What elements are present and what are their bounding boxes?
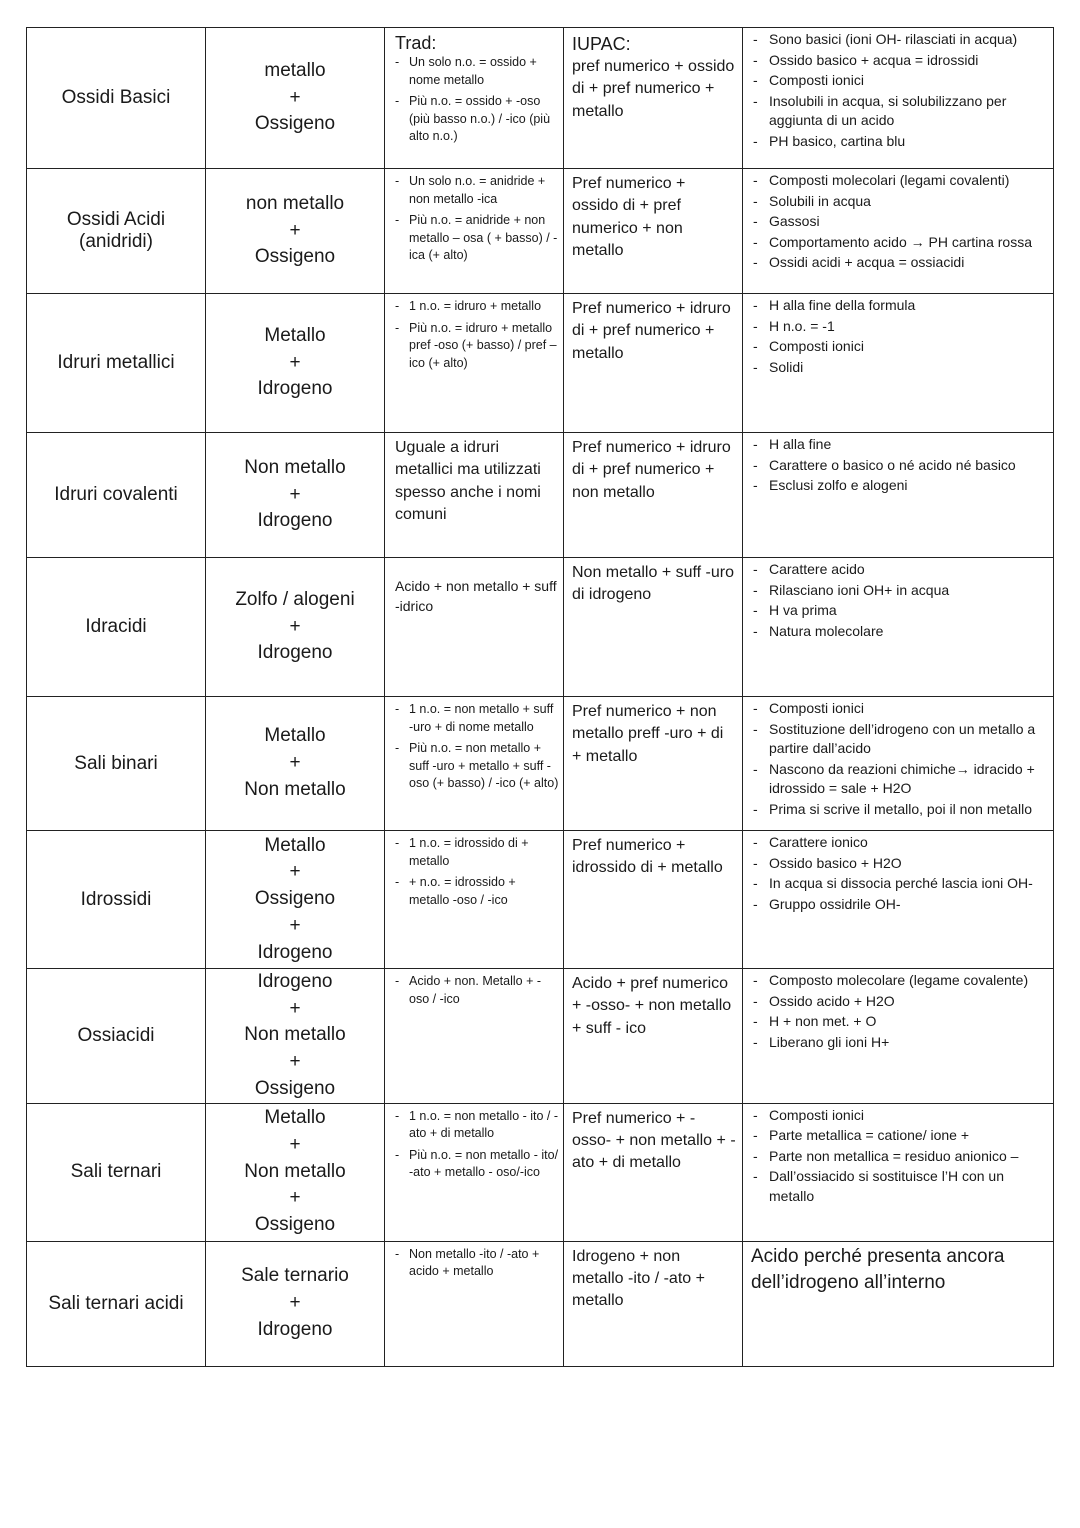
list-item: - Rilasciano ioni OH+ in acqua xyxy=(751,581,1049,601)
traditional-naming-cell xyxy=(385,433,564,558)
table-row xyxy=(27,697,1054,831)
list-item: - Comportamento acido → PH cartina rossa xyxy=(751,233,1049,253)
traditional-naming-cell xyxy=(385,969,564,1104)
list-item: - Gassosi xyxy=(751,212,1049,232)
list-item: - 1 n.o. = non metallo + suff -uro + di nome metallo xyxy=(395,701,559,736)
properties-cell xyxy=(743,1103,1054,1241)
properties-list xyxy=(751,435,1049,496)
iupac-naming-cell xyxy=(564,969,743,1104)
traditional-naming-cell xyxy=(385,294,564,433)
iupac-naming-cell xyxy=(564,1241,743,1366)
properties-note: Acido perché presenta ancora dell’idrogeno all’interno xyxy=(751,1245,1005,1294)
list-item: - Composto molecolare (legame covalente) xyxy=(751,971,1049,991)
list-item: - Sostituzione dell’idrogeno con un metallo a partire dall’acido xyxy=(751,720,1049,759)
compound-class-name: Sali ternari xyxy=(27,1103,206,1241)
composition-cell xyxy=(206,969,385,1104)
traditional-naming-cell xyxy=(385,558,564,697)
iupac-naming-text: Pref numerico + ossido di + pref numerico + non metallo xyxy=(572,175,686,260)
list-item: - 1 n.o. = idrossido di + metallo xyxy=(395,835,559,870)
list-item: - Liberano gli ioni H+ xyxy=(751,1033,1049,1053)
composition-line: Ossigeno xyxy=(254,1214,336,1236)
table-row xyxy=(27,433,1054,558)
properties-list xyxy=(751,833,1049,914)
composition-cell xyxy=(206,294,385,433)
list-item: - Composti ionici xyxy=(751,337,1049,357)
composition-line: + xyxy=(289,1292,301,1314)
list-item: - Più n.o. = anidride + non metallo – osa ( + basso) / -ica (+ alto) xyxy=(395,212,559,265)
properties-list xyxy=(751,971,1049,1052)
composition-line: metallo xyxy=(264,59,326,81)
iupac-naming-cell xyxy=(564,433,743,558)
iupac-naming-cell xyxy=(564,697,743,831)
properties-cell xyxy=(743,831,1054,969)
compound-class-name: Sali binari xyxy=(27,697,206,831)
properties-cell xyxy=(743,433,1054,558)
list-item: - Carattere o basico o né acido né basico xyxy=(751,456,1049,476)
traditional-naming-list xyxy=(395,173,559,265)
list-item: - Ossido basico + acqua = idrossidi xyxy=(751,51,1049,71)
list-item: - Natura molecolare xyxy=(751,622,1049,642)
composition-line: Metallo xyxy=(264,725,326,747)
table-row xyxy=(27,1241,1054,1366)
traditional-naming-text: Acido + non metallo + suff -idrico xyxy=(395,578,557,614)
composition-cell xyxy=(206,831,385,969)
composition-line: Ossigeno xyxy=(254,113,336,135)
iupac-naming-cell xyxy=(564,28,743,169)
compound-class-name: Idrossidi xyxy=(27,831,206,969)
iupac-naming-text: Pref numerico + non metallo preff -uro + di + metallo xyxy=(572,703,724,765)
properties-list xyxy=(751,1106,1049,1207)
list-item: - Più n.o. = non metallo + suff -uro + metallo + suff -oso (+ basso) / -ico (+ alto) xyxy=(395,740,559,793)
trad-title: Trad: xyxy=(395,33,437,53)
composition-line: Idrogeno xyxy=(257,1318,333,1340)
list-item: - Ossidi acidi + acqua = ossiacidi xyxy=(751,253,1049,273)
table-row xyxy=(27,294,1054,433)
composition-line: Metallo xyxy=(264,324,326,346)
iupac-naming-text: Acido + pref numerico + -osso- + non metallo + suff - ico xyxy=(572,975,732,1037)
compound-class-name: Ossidi Acidi (anidridi) xyxy=(27,169,206,294)
composition-line: + xyxy=(289,483,301,505)
list-item: - Ossido acido + H2O xyxy=(751,992,1049,1012)
composition-line: non metallo xyxy=(245,192,345,214)
iupac-title: IUPAC: xyxy=(572,34,631,54)
traditional-naming-text: Uguale a idruri metallici ma utilizzati spesso anche i nomi comuni xyxy=(395,439,541,524)
properties-cell xyxy=(743,969,1054,1104)
list-item: - Più n.o. = non metallo - ito/ -ato + metallo - oso/-ico xyxy=(395,1147,559,1182)
composition-line: + xyxy=(289,997,301,1019)
list-item: - H + non met. + O xyxy=(751,1012,1049,1032)
iupac-naming-cell xyxy=(564,294,743,433)
list-item: - Dall’ossiacido si sostituisce l’H con un metallo xyxy=(751,1167,1049,1206)
composition-line: Non metallo xyxy=(244,1160,346,1182)
composition-line: Non metallo xyxy=(244,1024,346,1046)
composition-line: Idrogeno xyxy=(257,971,333,992)
traditional-naming-list xyxy=(395,1246,559,1281)
composition-line: Sale ternario xyxy=(241,1265,349,1287)
properties-cell xyxy=(743,169,1054,294)
list-item: - Composti ionici xyxy=(751,71,1049,91)
iupac-naming-cell xyxy=(564,1103,743,1241)
list-item: - H n.o. = -1 xyxy=(751,317,1049,337)
composition-cell xyxy=(206,433,385,558)
iupac-naming-text: Non metallo + suff -uro di idrogeno xyxy=(572,564,735,604)
composition-line: + xyxy=(289,351,301,373)
list-item: - H alla fine xyxy=(751,435,1049,455)
list-item: - Nascono da reazioni chimiche→ idracido + idrossido = sale + H2O xyxy=(751,760,1049,799)
traditional-naming-list xyxy=(395,701,559,793)
composition-line: + xyxy=(289,914,301,936)
list-item: - Carattere ionico xyxy=(751,833,1049,853)
compound-class-name: Ossiacidi xyxy=(27,969,206,1104)
list-item: - Solubili in acqua xyxy=(751,192,1049,212)
properties-cell xyxy=(743,1241,1054,1366)
composition-line: + xyxy=(289,1051,301,1073)
list-item: - Un solo n.o. = ossido + nome metallo xyxy=(395,54,559,89)
list-item: - Esclusi zolfo e alogeni xyxy=(751,476,1049,496)
composition-line: Idrogeno xyxy=(257,941,333,963)
list-item: - Parte non metallica = residuo anionico – xyxy=(751,1147,1049,1167)
list-item: - + n.o. = idrossido + metallo -oso / -ico xyxy=(395,874,559,909)
list-item: - Gruppo ossidrile OH- xyxy=(751,895,1049,915)
list-item: - Prima si scrive il metallo, poi il non metallo xyxy=(751,800,1049,820)
properties-list xyxy=(751,296,1049,377)
compound-class-name: Idruri covalenti xyxy=(27,433,206,558)
list-item: - Più n.o. = idruro + metallo pref -oso (+ basso) / pref – ico (+ alto) xyxy=(395,320,559,373)
composition-line: Ossigeno xyxy=(254,1077,336,1099)
properties-list xyxy=(751,171,1049,273)
traditional-naming-list xyxy=(395,1108,559,1182)
iupac-naming-text: Pref numerico + idrossido di + metallo xyxy=(572,837,723,877)
iupac-naming-text: Pref numerico + idruro di + pref numerico + non metallo xyxy=(572,439,731,501)
composition-line: + xyxy=(289,1187,301,1209)
table-row xyxy=(27,831,1054,969)
list-item: - Composti molecolari (legami covalenti) xyxy=(751,171,1049,191)
composition-line: + xyxy=(289,861,301,883)
table-row xyxy=(27,558,1054,697)
table-row xyxy=(27,28,1054,169)
composition-line: Non metallo xyxy=(244,456,346,478)
list-item: - Più n.o. = ossido + -oso (più basso n.o.) / -ico (più alto n.o.) xyxy=(395,93,559,146)
traditional-naming-cell xyxy=(385,169,564,294)
table-row xyxy=(27,169,1054,294)
list-item: - 1 n.o. = non metallo - ito / -ato + di metallo xyxy=(395,1108,559,1143)
composition-line: Metallo xyxy=(264,1107,326,1129)
list-item: - In acqua si dissocia perché lascia ioni OH- xyxy=(751,874,1049,894)
composition-cell xyxy=(206,28,385,169)
list-item: - Parte metallica = catione/ ione + xyxy=(751,1126,1049,1146)
composition-cell xyxy=(206,558,385,697)
list-item: - Solidi xyxy=(751,358,1049,378)
composition-line: Idrogeno xyxy=(257,378,333,400)
compound-class-name: Ossidi Basici xyxy=(27,28,206,169)
iupac-naming-text: pref numerico + ossido di + pref numerico + metallo xyxy=(572,58,735,120)
iupac-naming-text: Pref numerico + idruro di + pref numerico + metallo xyxy=(572,300,731,362)
traditional-naming-cell xyxy=(385,697,564,831)
composition-line: + xyxy=(289,615,301,637)
traditional-naming-list xyxy=(395,298,559,372)
properties-cell xyxy=(743,558,1054,697)
properties-cell xyxy=(743,28,1054,169)
list-item: - H va prima xyxy=(751,601,1049,621)
list-item: - Ossido basico + H2O xyxy=(751,854,1049,874)
properties-cell xyxy=(743,294,1054,433)
composition-line: Idrogeno xyxy=(257,510,333,532)
composition-line: Idrogeno xyxy=(257,642,333,664)
composition-line: Non metallo xyxy=(244,778,346,800)
properties-cell xyxy=(743,697,1054,831)
traditional-naming-cell xyxy=(385,1103,564,1241)
compound-class-name: Idruri metallici xyxy=(27,294,206,433)
iupac-naming-text: Idrogeno + non metallo -ito / -ato + metallo xyxy=(572,1247,705,1310)
properties-list xyxy=(751,560,1049,641)
traditional-naming-cell xyxy=(385,1241,564,1366)
composition-line: + xyxy=(289,752,301,774)
composition-line: Zolfo / alogeni xyxy=(235,588,355,610)
list-item: - Non metallo -ito / -ato + acido + metallo xyxy=(395,1246,559,1281)
properties-list xyxy=(751,30,1049,151)
traditional-naming-cell xyxy=(385,28,564,169)
composition-cell xyxy=(206,1241,385,1366)
list-item: - Sono basici (ioni OH- rilasciati in acqua) xyxy=(751,30,1049,50)
composition-line: Ossigeno xyxy=(254,246,336,268)
composition-line: + xyxy=(289,219,301,241)
composition-line: + xyxy=(289,86,301,108)
composition-cell xyxy=(206,169,385,294)
traditional-naming-list xyxy=(395,973,559,1008)
table-row xyxy=(27,1103,1054,1241)
iupac-naming-text: Pref numerico + - osso- + non metallo + -ato + di metallo xyxy=(572,1109,736,1172)
list-item: - Carattere acido xyxy=(751,560,1049,580)
properties-list xyxy=(751,699,1049,819)
composition-cell xyxy=(206,1103,385,1241)
list-item: - H alla fine della formula xyxy=(751,296,1049,316)
traditional-naming-list xyxy=(395,54,559,146)
composition-cell xyxy=(206,697,385,831)
list-item: - PH basico, cartina blu xyxy=(751,132,1049,152)
iupac-naming-cell xyxy=(564,558,743,697)
list-item: - Composti ionici xyxy=(751,1106,1049,1126)
composition-line: + xyxy=(289,1133,301,1155)
chemistry-nomenclature-table xyxy=(26,27,1054,1367)
composition-line: Ossigeno xyxy=(254,888,336,910)
list-item: - Composti ionici xyxy=(751,699,1049,719)
compound-class-name: Sali ternari acidi xyxy=(27,1241,206,1366)
iupac-naming-cell xyxy=(564,169,743,294)
list-item: - 1 n.o. = idruro + metallo xyxy=(395,298,559,316)
list-item: - Insolubili in acqua, si solubilizzano per aggiunta di un acido xyxy=(751,92,1049,131)
list-item: - Un solo n.o. = anidride + non metallo -ica xyxy=(395,173,559,208)
composition-line: Metallo xyxy=(264,834,326,856)
list-item: - Acido + non. Metallo + -oso / -ico xyxy=(395,973,559,1008)
table-row xyxy=(27,969,1054,1104)
compound-class-name: Idracidi xyxy=(27,558,206,697)
traditional-naming-cell xyxy=(385,831,564,969)
iupac-naming-cell xyxy=(564,831,743,969)
traditional-naming-list xyxy=(395,835,559,909)
